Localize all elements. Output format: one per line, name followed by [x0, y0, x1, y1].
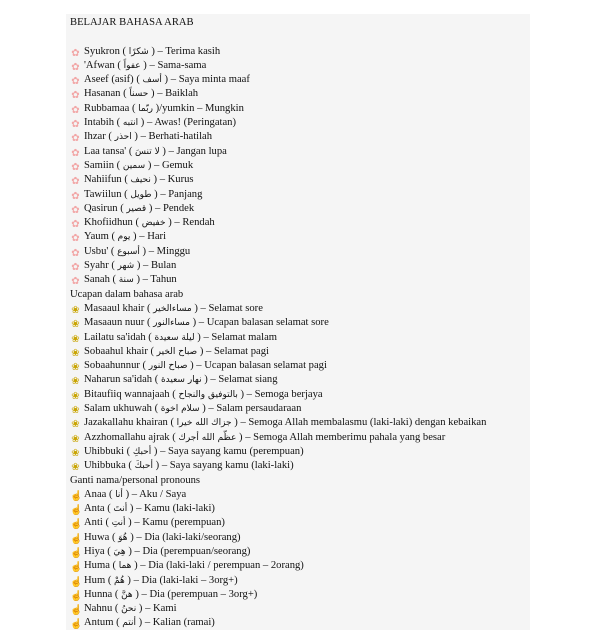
latin-term: Hum	[84, 574, 106, 586]
latin-term: Syukron	[84, 45, 120, 57]
latin-term: Usbu'	[84, 245, 109, 257]
list-item: ✿ Nahiifun ( نحيف ) – Kurus	[71, 174, 194, 188]
meaning: Semoga Allah membalasmu (laki-laki) dengan kebaikan	[248, 417, 487, 429]
latin-term: Syahr	[84, 260, 109, 272]
list-item: ✿ 'Afwan ( عفواً ) – Sama-sama	[71, 59, 207, 73]
meaning: Dia (perempuan – 3org+)	[149, 588, 258, 600]
latin-term: Rubbamaa	[84, 102, 130, 114]
meaning: Terima kasih	[165, 45, 221, 57]
pointing-hand-icon: ☝	[70, 533, 83, 545]
arabic-term: نحنُ	[121, 604, 137, 615]
arabic-term: صباح النور	[148, 361, 188, 372]
meaning: Ucapan balasan selamat pagi	[204, 360, 327, 372]
document-panel	[66, 14, 530, 630]
latin-term: Lailatu sa'idah	[84, 331, 146, 343]
list-item: ❀ Sobaahunnur ( صباح النور ) – Ucapan balasan selamat pagi	[71, 360, 327, 374]
arabic-term: أنا	[115, 489, 123, 500]
sunflower-icon: ❀	[71, 347, 80, 359]
pointing-hand-icon: ☝	[70, 619, 83, 630]
arabic-term: صباح الخير	[156, 346, 198, 357]
meaning: Kamu (perempuan)	[142, 517, 225, 529]
meaning: Semoga Allah memberimu pahala yang besar	[253, 431, 446, 443]
meaning: Aku / Saya	[139, 488, 187, 500]
list-item: ✿ Rubbamaa ( ربّما )/yumkin – Mungkin	[71, 102, 244, 116]
flower-icon: ✿	[71, 247, 80, 259]
latin-term: Jazakallahu khairan	[84, 417, 168, 429]
latin-term: Masaaun nuur	[84, 317, 145, 329]
list-item: ✿ Tawiilun ( طويل ) – Panjang	[71, 188, 203, 202]
latin-term: Qasirun	[84, 202, 118, 214]
list-item: ☝ Hum ( هُمْ ) – Dia (laki-laki – 3org+)	[70, 574, 238, 588]
meaning: Hari	[147, 231, 167, 243]
arabic-term: بالتوفيق والنجاح	[178, 389, 238, 400]
sunflower-icon: ❀	[71, 362, 80, 374]
arabic-term: عفواً	[123, 60, 141, 71]
flower-icon: ✿	[71, 233, 80, 245]
list-item: ❀ Salam ukhuwah ( سلام اخوة ) – Salam persaudaraan	[71, 403, 302, 417]
flower-icon: ✿	[71, 262, 80, 274]
latin-term: Nahnu	[84, 603, 113, 615]
arabic-term: مساءالخير	[153, 303, 192, 314]
latin-term: Anti	[84, 517, 103, 529]
section-heading-ucapan: Ucapan dalam bahasa arab	[70, 288, 184, 300]
meaning: Saya sayang kamu (laki-laki)	[169, 460, 294, 472]
sunflower-icon: ❀	[71, 419, 80, 431]
list-item: ✿ Laa tansa' ( لا تنسَ ) – Jangan lupa	[71, 145, 227, 159]
arabic-term: سلام اخوة	[160, 404, 200, 415]
flower-icon: ✿	[71, 61, 80, 73]
flower-icon: ✿	[71, 47, 80, 59]
latin-term: Masaaul khair	[84, 302, 145, 314]
meaning: Mungkin	[205, 102, 244, 114]
list-item: ✿ Yaum ( يوم ) – Hari	[71, 231, 167, 245]
meaning: Rendah	[182, 217, 215, 229]
latin-term: Sobaahunnur	[84, 360, 140, 372]
meaning: Selamat malam	[211, 331, 278, 343]
arabic-term: أنتم	[122, 618, 136, 629]
list-item: ❀ Sobaahul khair ( صباح الخير ) – Selamat pagi	[71, 345, 269, 359]
list-item: ❀ Masaaul khair ( مساءالخير ) – Selamat sore	[71, 302, 263, 316]
arabic-term: حسناً	[129, 89, 149, 100]
meaning: Bulan	[150, 260, 177, 272]
arabic-term: أحبكَ	[134, 461, 153, 472]
arabic-term: عظّم الله أجرك	[178, 432, 237, 443]
meaning: Saya minta maaf	[178, 74, 250, 86]
meaning: Dia (perempuan/seorang)	[142, 545, 251, 557]
arabic-term: جزاك الله خيرا	[176, 418, 232, 429]
latin-term: Laa tansa'	[84, 145, 127, 157]
latin-term: Naharun sa'idah	[84, 374, 153, 386]
sunflower-icon: ❀	[71, 319, 80, 331]
arabic-term: هُوَ	[118, 532, 128, 543]
flower-icon: ✿	[71, 76, 80, 88]
list-item: ✿ Sanah ( سنة ) – Tahun	[71, 274, 177, 288]
page-title: BELAJAR BAHASA ARAB	[70, 17, 194, 28]
list-item: ✿ Ihzar ( احذر ) – Berhati-hatilah	[71, 131, 213, 145]
arabic-term: أحبكِ	[132, 446, 152, 457]
spacer	[70, 30, 530, 44]
arabic-term: مساءالنور	[153, 318, 190, 329]
sunflower-icon: ❀	[71, 376, 80, 388]
meaning: Salam persaudaraan	[216, 403, 302, 415]
arabic-term: ليلة سعيدة	[154, 332, 195, 343]
list-item: ☝ Anta ( أنتَ ) – Kamu (laki-laki)	[70, 503, 215, 517]
arabic-term: هنَّ	[121, 589, 133, 600]
list-item: ☝ Hunna ( هنَّ ) – Dia (perempuan – 3org+)	[70, 588, 258, 602]
document-content	[70, 16, 530, 630]
arabic-term: يوم	[117, 232, 131, 243]
list-item: ☝ Huma ( هما ) – Dia (laki-laki / perempuan – 2orang)	[70, 560, 304, 574]
meaning: Dia (laki-laki / perempuan – 2orang)	[148, 560, 304, 572]
sunflower-icon: ❀	[71, 304, 80, 316]
pointing-hand-icon: ☝	[70, 490, 83, 502]
list-item: ✿ Usbu' ( أسبوع ) – Minggu	[71, 245, 191, 259]
meaning: Kamu (laki-laki)	[144, 503, 215, 515]
arabic-term: أسف	[142, 75, 162, 86]
meaning: Kurus	[167, 174, 194, 186]
list-item: ❀ Masaaun nuur ( مساءالنور ) – Ucapan balasan selamat sore	[71, 317, 329, 331]
meaning: Gemuk	[161, 159, 194, 171]
sunflower-icon: ❀	[71, 462, 80, 474]
arabic-term: شكرًا	[128, 46, 149, 57]
sunflower-icon: ❀	[71, 433, 80, 445]
flower-icon: ✿	[71, 147, 80, 159]
meaning: Selamat sore	[208, 302, 263, 314]
list-item: ✿ Intabih ( انتبه ) – Awas! (Peringatan)	[71, 117, 236, 131]
meaning: Semoga berjaya	[254, 388, 323, 400]
latin-term: Hunna	[84, 588, 113, 600]
latin-term: Salam ukhuwah	[84, 403, 152, 415]
latin-term: Intabih	[84, 117, 115, 129]
list-item: ☝ Anaa ( أنا ) – Aku / Saya	[70, 488, 187, 502]
pointing-hand-icon: ☝	[70, 505, 83, 517]
flower-icon: ✿	[71, 161, 80, 173]
latin-term: Aseef (asif)	[84, 74, 134, 86]
pointing-hand-icon: ☝	[70, 590, 83, 602]
latin-term: Uhibbuki	[84, 445, 125, 457]
list-item: ❀ Naharun sa'idah ( نهار سعيدة ) – Selamat siang	[71, 374, 278, 388]
flower-icon: ✿	[71, 90, 80, 102]
latin-term: Huwa	[84, 531, 110, 543]
pronoun-list	[70, 488, 530, 630]
latin-term: Nahiifun	[84, 174, 122, 186]
list-item: ☝ Antum ( أنتم ) – Kalian (ramai)	[70, 617, 215, 630]
meaning: Tahun	[150, 274, 177, 286]
flower-icon: ✿	[71, 104, 80, 116]
arabic-term: سنة	[118, 275, 134, 286]
arabic-term: أنتَ	[113, 504, 128, 515]
latin-term: Sanah	[84, 274, 110, 286]
flower-icon: ✿	[71, 190, 80, 202]
list-item: ☝ Hiya ( هِيَ ) – Dia (perempuan/seorang)	[70, 545, 251, 559]
arabic-term: شهر	[117, 261, 135, 272]
latin-term: Uhibbuka	[84, 460, 126, 472]
latin-term: Anta	[84, 503, 105, 515]
term-suffix: /yumkin	[159, 102, 195, 114]
meaning: Selamat siang	[218, 374, 278, 386]
latin-term: Hasanan	[84, 88, 121, 100]
meaning: Kalian (ramai)	[152, 617, 215, 629]
sunflower-icon: ❀	[71, 333, 80, 345]
ucapan-list	[70, 302, 530, 474]
flower-icon: ✿	[71, 176, 80, 188]
list-item: ❀ Uhibbuki ( أحبكِ ) – Saya sayang kamu (perempuan)	[71, 445, 304, 459]
latin-term: Yaum	[84, 231, 109, 243]
sunflower-icon: ❀	[71, 405, 80, 417]
arabic-term: طويل	[130, 189, 152, 200]
arabic-term: لا تنسَ	[135, 146, 160, 157]
list-item: ❀ Uhibbuka ( أحبكَ ) – Saya sayang kamu (laki-laki)	[71, 460, 294, 474]
latin-term: Khofiidhun	[84, 217, 133, 229]
meaning: Panjang	[168, 188, 203, 200]
list-item: ✿ Hasanan ( حسناً ) – Baiklah	[71, 88, 199, 102]
latin-term: 'Afwan	[84, 59, 115, 71]
pointing-hand-icon: ☝	[70, 562, 83, 574]
arabic-term: احذر	[114, 132, 132, 143]
meaning: Selamat pagi	[213, 345, 269, 357]
latin-term: Tawiilun	[84, 188, 122, 200]
arabic-term: أنتِ	[111, 518, 126, 529]
list-item: ☝ Anti ( أنتِ ) – Kamu (perempuan)	[70, 517, 225, 531]
pointing-hand-icon: ☝	[70, 519, 83, 531]
list-item: ❀ Jazakallahu khairan ( جزاك الله خيرا ) – Semoga Allah membalasmu (laki-laki) dengan kebaikan	[71, 417, 487, 431]
latin-term: Hiya	[84, 545, 105, 557]
latin-term: Sobaahul khair	[84, 345, 148, 357]
latin-term: Anaa	[84, 488, 107, 500]
flower-icon: ✿	[71, 276, 80, 288]
list-item: ✿ Syahr ( شهر ) – Bulan	[71, 260, 177, 274]
meaning: Sama-sama	[157, 59, 207, 71]
list-item: ❀ Azzhomallahu ajrak ( عظّم الله أجرك ) – Semoga Allah memberimu pahala yang besar	[71, 431, 446, 445]
arabic-term: هُمْ	[114, 575, 125, 586]
arabic-term: ربّما	[138, 103, 153, 114]
arabic-term: انتبه	[122, 118, 139, 129]
list-item: ☝ Huwa ( هُوَ ) – Dia (laki-laki/seorang)	[70, 531, 241, 545]
flower-icon: ✿	[71, 119, 80, 131]
meaning: Saya sayang kamu (perempuan)	[168, 445, 304, 457]
pointing-hand-icon: ☝	[70, 547, 83, 559]
latin-term: Azzhomallahu ajrak	[84, 431, 170, 443]
section-heading-ganti-nama: Ganti nama/personal pronouns	[70, 474, 201, 486]
arabic-term: خفيض	[141, 218, 166, 229]
list-item: ☝ Nahnu ( نحنُ ) – Kami	[70, 603, 177, 617]
arabic-term: قصير	[126, 203, 147, 214]
list-item: ✿ Syukron ( شكرًا ) – Terima kasih	[71, 45, 221, 59]
list-item: ✿ Qasirun ( قصير ) – Pendek	[71, 202, 195, 216]
arabic-term: نهار سعيدة	[160, 375, 202, 386]
meaning: Awas! (Peringatan)	[154, 117, 236, 129]
meaning: Dia (laki-laki – 3org+)	[141, 574, 238, 586]
list-item: ✿ Khofiidhun ( خفيض ) – Rendah	[71, 217, 215, 231]
meaning: Dia (laki-laki/seorang)	[144, 531, 241, 543]
list-item: ✿ Samiin ( سمين ) – Gemuk	[71, 159, 194, 173]
arabic-term: هِيَ	[113, 546, 126, 557]
meaning: Pendek	[162, 202, 195, 214]
meaning: Kami	[153, 603, 177, 615]
latin-term: Ihzar	[84, 131, 106, 143]
sunflower-icon: ❀	[71, 390, 80, 402]
vocab-list	[70, 45, 530, 288]
arabic-term: نحيف	[130, 175, 151, 186]
flower-icon: ✿	[71, 204, 80, 216]
latin-term: Samiin	[84, 159, 115, 171]
latin-term: Huma	[84, 560, 110, 572]
meaning: Baiklah	[165, 88, 199, 100]
list-item: ✿ Aseef (asif) ( أسف ) – Saya minta maaf	[71, 74, 250, 88]
pointing-hand-icon: ☝	[70, 605, 83, 617]
list-item: ❀ Lailatu sa'idah ( ليلة سعيدة ) – Selamat malam	[71, 331, 278, 345]
arabic-term: سمين	[122, 160, 146, 171]
pointing-hand-icon: ☝	[70, 576, 83, 588]
meaning: Ucapan balasan selamat sore	[206, 317, 329, 329]
meaning: Minggu	[156, 245, 191, 257]
arabic-term: هما	[118, 561, 132, 572]
latin-term: Antum	[84, 617, 114, 629]
flower-icon: ✿	[71, 133, 80, 145]
flower-icon: ✿	[71, 219, 80, 231]
arabic-term: أسبوع	[117, 246, 140, 257]
sunflower-icon: ❀	[71, 447, 80, 459]
list-item: ❀ Bitaufiiq wannajaah ( بالتوفيق والنجاح ) – Semoga berjaya	[71, 388, 323, 402]
meaning: Jangan lupa	[176, 145, 227, 157]
meaning: Berhati-hatilah	[148, 131, 213, 143]
latin-term: Bitaufiiq wannajaah	[84, 388, 170, 400]
